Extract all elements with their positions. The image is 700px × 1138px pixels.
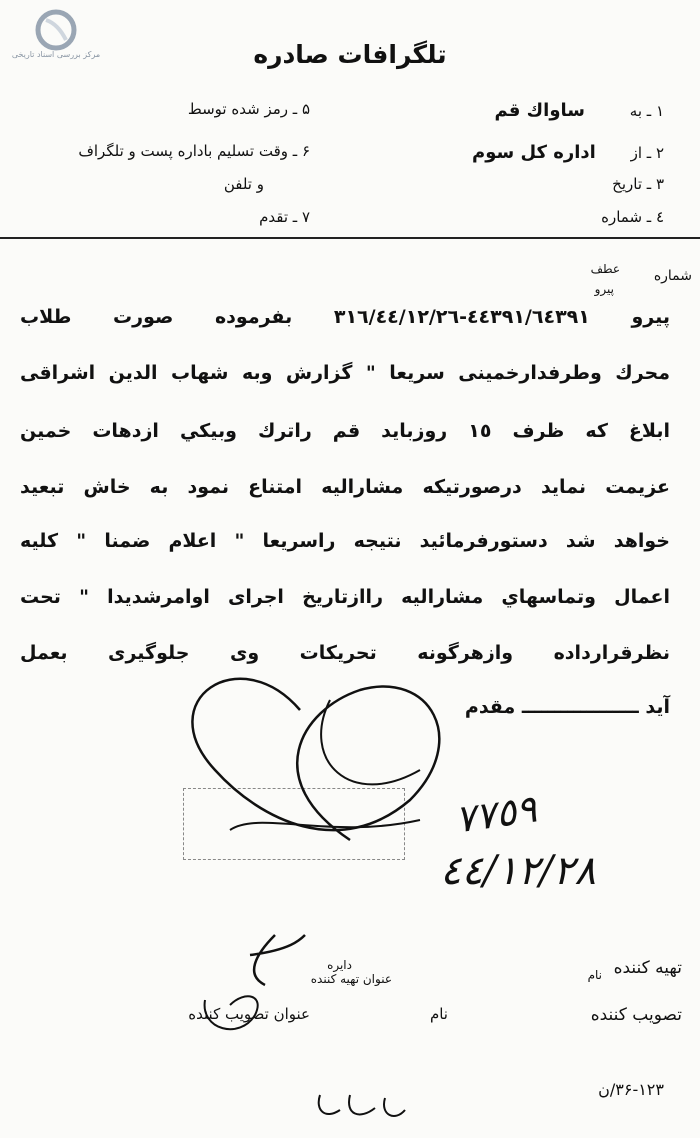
preparer-department: دايره bbox=[327, 958, 352, 972]
handwritten-date: ٤٤/١٢/٢٨ bbox=[440, 848, 596, 894]
header-to-label: ۱ ـ به bbox=[629, 102, 664, 120]
faded-stamp bbox=[183, 788, 405, 860]
body-line-3: ابلاغ كه ظرف ١٥ روزبايد قم راترك وبيكي ازدهات خمين bbox=[20, 420, 670, 442]
header-date bbox=[612, 175, 664, 193]
body-line-8: آيد ــــــــــــــــــ مقدم bbox=[464, 696, 670, 718]
header-number-label: ٤ ـ شماره bbox=[601, 208, 664, 226]
body-line-1: پيرو ٤٤٣٩١/٦٤٣٩١-٣١٦/٤٤/١٢/٢٦ بفرموده صورت طلاب bbox=[20, 306, 670, 328]
header-from-value: اداره كل سوم bbox=[472, 142, 596, 163]
header-phone: و تلفن bbox=[223, 175, 264, 193]
prepared-by-name-label: نام bbox=[587, 968, 602, 982]
header-divider bbox=[0, 237, 700, 239]
header-encoded-by: ۵ ـ رمز شده توسط bbox=[187, 100, 310, 118]
approver-label: تصويب كننده bbox=[590, 1005, 682, 1025]
header-from bbox=[472, 142, 664, 163]
header-to bbox=[495, 100, 664, 121]
body-line-2: محرك وطرفدارخمينی سريعا " گزارش وبه شهاب الدين اشراقی bbox=[20, 362, 670, 384]
approver-name-label: نام bbox=[429, 1005, 448, 1023]
header-date-label: ۳ ـ تاريخ bbox=[612, 175, 664, 193]
form-code: ۳۶-۱۲۳/ن bbox=[598, 1080, 664, 1099]
body-line-4: عزيمت نمايد درصورتيكه مشاراليه امتناع نمود به خاش تبعيد bbox=[20, 476, 670, 498]
body-line-6: اعمال وتماسهاي مشاراليه راازتاريخ اجرای اوامرشديدا " تحت bbox=[20, 586, 670, 608]
body-line-7: نظرقرارداده وازهرگونه تحريكات وی جلوگيری بعمل bbox=[20, 642, 670, 664]
header-from-label: ۲ ـ از bbox=[630, 144, 664, 162]
header-number bbox=[601, 208, 664, 226]
prepared-by-label: تهيه كننده bbox=[613, 958, 682, 978]
handwritten-number: ٧٧٥٩ bbox=[452, 786, 540, 842]
watermark-text: مرکز بررسی اسناد تاریخی bbox=[11, 50, 101, 59]
header-to-value: ساواك قم bbox=[494, 100, 585, 121]
approver-title-label: عنوان تصويب كننده bbox=[188, 1005, 310, 1023]
header-priority: ۷ ـ تقدم bbox=[259, 208, 310, 226]
reference-peyro: پيرو bbox=[594, 282, 614, 296]
reference-label: شماره bbox=[653, 268, 692, 284]
body-line-5: خواهد شد دستورفرمائيد نتيجه راسريعا " اعلام ضمنا " كليه bbox=[20, 530, 670, 552]
reference-ataf: عطف bbox=[590, 262, 620, 276]
preparer-title-label: عنوان تهيه كننده bbox=[310, 972, 392, 986]
page-title: تلگرافات صادره bbox=[253, 40, 447, 69]
header-delivery-time: ۶ ـ وقت تسليم باداره پست و تلگراف bbox=[78, 142, 310, 160]
